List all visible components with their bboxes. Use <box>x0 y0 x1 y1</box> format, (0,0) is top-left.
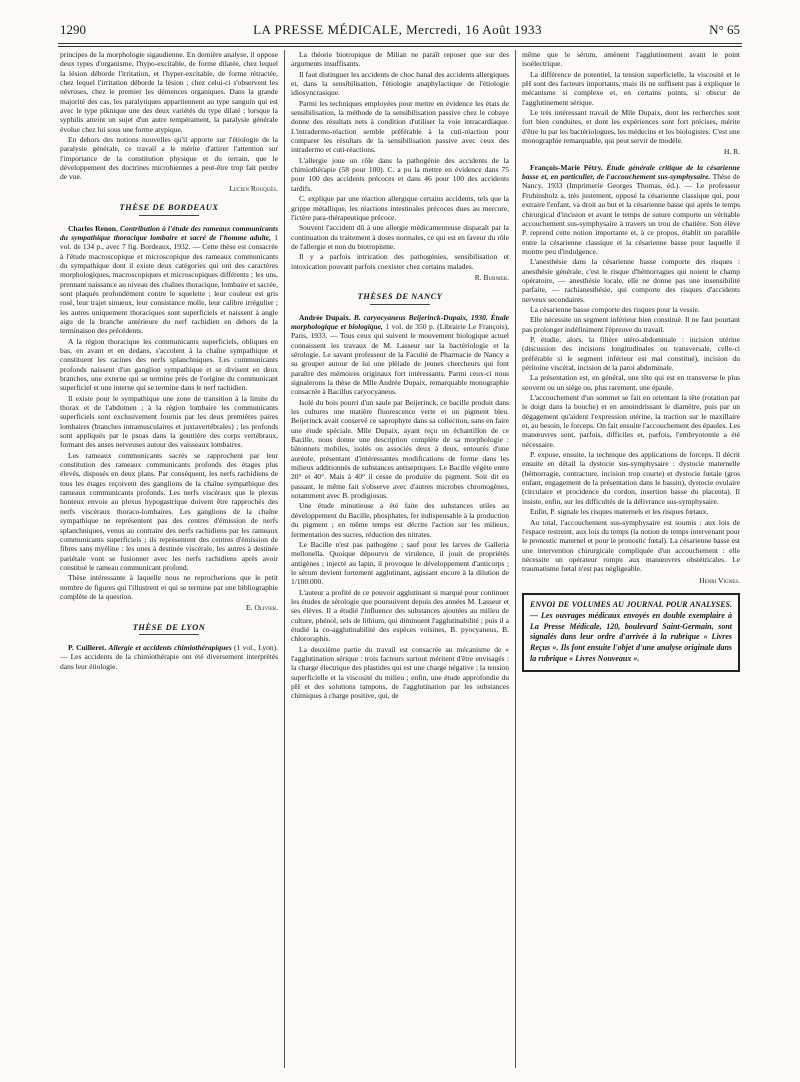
paragraph: Les rameaux communicants sacrés se rapprochent par leur constitution des rameaux communicants profonds des étages plus élevés, disposés en deux plans. Par conséquent, les nerfs rachidiens de tous les étages reçoivent des ganglions de la chaîne sympathique des rameaux communicants profonds. Les nerfs viscéraux que le plexus honteux envoie au plexus hypogastrique doivent être rapprochés des nerfs viscéraux thoraco-lombaires. Les ganglions de la chaîne sympathique ne représentent pas des centres d'émission de nerfs splanchniques, venus au contraire des nerfs rachidiens par les rameaux communicants superficiels ; ils représentent des centres d'émission de fibres sans myéline : les unes à destinée viscérale, les autres à destinée pariétale vont se fusionner avec les nerfs rachidiens après avoir constitué le rameau communicant profond. <box>60 450 278 572</box>
paragraph: Le Bacille n'est pas pathogène ; sauf pour les larves de Galleria mellonella. Quoique dépourvu de virulence, il jouit de propriétés antigènes ; injecté au lapin, il provoque le développement d'anticorps ; le sérum devient fortement agglutinant, agissant encore à la dilution de 1/100.000. <box>291 539 509 587</box>
column-divider <box>515 50 516 1068</box>
signature: E. Olivier. <box>245 603 278 613</box>
header-rule <box>58 43 742 44</box>
paragraph: La théorie biotropique de Milian ne paraît reposer que sur des arguments insuffisants. <box>291 50 509 69</box>
column-right <box>522 50 740 672</box>
paragraph: P. expose, ensuite, la technique des applications de forceps. Il décrit ensuite en détail la dystocie sus-symphysaire : dystocie maternelle (hémorragie, contracture, incision trop courte) et dystocie fœtale (gros enfant, engagement de la présentation dans le bassin), dystocie ovulaire (circulaire et procidence du cordon, insertion basse du placenta). Il insiste, enfin, sur les difficultés de la délivrance sus-symphysaire. <box>522 450 740 506</box>
signature: H. R. <box>723 147 740 157</box>
paragraph: A la région thoracique les communicants superficiels, obliques en bas, en avant et en dedans, s'accolent à la chaîne sympathique et constituent les racines des nerfs splanchniques. Les communicants profonds naissent d'un ganglion sympathique et se divisent en deux branches, une externe qui se termine près de l'origine du communicant superficiel et une interne qui se termine dans le nerf rachidien. <box>60 336 278 393</box>
column-middle <box>291 50 509 701</box>
notice-title: ENVOI DE VOLUMES AU JOURNAL POUR ANALYSES. <box>530 599 732 609</box>
notice-text: — Les ouvrages médicaux envoyés en double exemplaire à La Presse Médicale, 120, boulevard Saint-Germain, sont signalés dans leur ordre d'arrivée à la rubrique « Livres Reçus ». Ils font ensuite l'objet d'une analyse originale dans la rubrique « Livres Nouveaux ». <box>530 610 732 663</box>
review-entry <box>60 643 278 671</box>
header-rule-second <box>58 46 742 47</box>
paragraph: La deuxième partie du travail est consacrée au mécanisme de « l'agglutination sérique : trois facteurs surtout méritent d'être envisagés : la charge électrique des plastides qui est une charge négative ; la tension superficielle et la viscosité du milieu ; enfin, une étude approfondie du pH et des solutions tampons, de l'agglutination par les substances chimiques à charge positive, qui, de <box>291 644 509 701</box>
paragraph: L'auteur a profité de ce pouvoir agglutinant si marqué pour continuer les études de sérologie que poursuivent depuis des années M. Lasseur et ses élèves. Il a étudié l'influence des substances ajoutées au milieu de culture, phénol, sels de lithium, qui diminuent l'agglutinabilité ; puis il a étudié la co-agglutinabilité des espèces voisines, B. pyocyaneus, B. chlororaphis. <box>291 587 509 644</box>
column-divider <box>284 50 285 1068</box>
entry-title: Contribution à l'étude des rameaux communicants du sympathique thoracique lombaire et sacré de l'homme adulte, <box>60 223 278 242</box>
paragraph: Enfin, P. signale les risques maternels et les risques fœtaux. <box>530 507 709 517</box>
issue-number: N° 65 <box>709 22 740 37</box>
paragraph: même que le sérum, amènent l'agglutinement avant le point isoélectrique. <box>522 50 740 69</box>
entry-author: P. Cuilleret. <box>68 642 107 652</box>
paragraph: La différence de potentiel, la tension superficielle, la viscosité et le pH sont des facteurs importants, mais ils ne suffisent pas à expliquer le mécanisme si complexe et, en certains points, si obscur de l'agglutinement sérique. <box>522 69 740 107</box>
paragraph: La césarienne basse comporte des risques pour la vessie. <box>530 304 700 314</box>
paragraph: L'anesthésie dans la césarienne basse comporte des risques : anesthésie générale, c'est le risque d'hémorragies qui noient le champ opératoire, — anesthésie locale, elle ne donne pas une insensibilité parfaite, — rachianesthésie, qui comporte des risques d'accidents nerveux secondaires. <box>522 257 740 304</box>
column-left <box>60 50 278 671</box>
paragraph: Elle nécessite un segment inférieur bien constitué. Il ne faut pourtant pas prolonger indéfiniment l'épreuve du travail. <box>522 315 740 334</box>
section-heading: THÈSES DE NANCY <box>357 291 443 302</box>
paragraph: L'accouchement d'un sommet se fait en orientant la tête (rotation par le doigt dans la bouche) et en amoindrissant le diamètre, puis par un dégagement qu'aident l'expression utérine, la traction sur le maxillaire et, au besoin, le forceps. On fait ensuite l'accouchement des épaules. Les manœuvres sont, parfois, difficiles et, parfois, l'embryotomie a été nécessaire. <box>522 393 740 449</box>
section-rule <box>139 634 199 635</box>
section-rule <box>139 215 199 216</box>
review-entry <box>522 163 740 256</box>
entry-author: François-Marie Pétry. <box>530 162 603 172</box>
paragraph: En dehors des notions nouvelles qu'il apporte sur l'étiologie de la paralysie générale, ce travail a le mérite d'attirer l'attention sur l'importance de la constitution physique et du terrain, que le développement des doctrines microbiennes a peut-être trop fait perdre de vue. <box>60 135 278 182</box>
entry-text: (1 vol., Lyon). — Les accidents de la chimiothérapie ont été diversement interprétés dans leur étiologie. <box>60 642 278 671</box>
review-entry <box>60 224 278 336</box>
entry-author: Andrée Dupaix. <box>299 312 351 322</box>
review-entry <box>291 313 509 397</box>
notice-box <box>522 593 740 672</box>
entry-text: 1 vol. de 134 p., avec 7 fig. Bordeaux, 1932. — Cette thèse est consacrée à l'étude macroscopique et microscopique des rameaux communicants du sympathique dont il existe deux catégories qui ont des caractères morphologiques, macroscopiques et microscopiques différents ; les uns, prennant naissance au niveau des chaînes thoracique, lombaire et sacrée, sont plaqués profondément contre le squelette ; leur couleur est gris rosé, leur trajet sinueux, leur consistance molle, leur calibre irrégulier ; les autres uniquement thoraciques sont superficiels et naissent à angle aigu de la branche antérieure du nerf rachidien en dehors de la terminaison des précédents. <box>60 232 278 336</box>
section-rule <box>370 304 430 305</box>
paragraph: L'allergie joue un rôle dans la pathogénie des accidents de la chimiothérapie (58 pour 100). C. a pu la mettre en évidence dans 75 pour 100 des accidents précoces et dans 46 pour 100 des accidents tardifs. <box>291 155 509 193</box>
paragraph: Thèse intéressante à laquelle nous ne reprocherions que le petit nombre de figures qui l'illustrent et qui se termine par une bibliographie complète de la question. <box>60 573 278 601</box>
paragraph: C. explique par une réaction allergique certains accidents, tels que la grippe métallique, les réactions intestinales précoces dues au mercure, l'ictère para-thérapeutique précoce. <box>291 194 509 222</box>
paragraph: Il y a parfois intrication des pathogénies, sensibilisation et intoxication pouvant parfois coexister chez certains malades. <box>291 252 509 271</box>
paragraph: Souvent l'accident dû à une allergie médicamenteuse disparaît par la continuation du traitement à doses normales, ce qui est en faveur du rôle de l'allergie et non du biotropisme. <box>291 223 509 251</box>
page-number: 1290 <box>60 22 86 37</box>
entry-title: Allergie et accidents chimiothérapiques <box>108 642 232 652</box>
paragraph: principes de la morphologie sigaudienne. En dernière analyse, il oppose deux types d'organisme, l'hypo-excitable, de forme dilatée, chez lequel la lésion déborde l'irritation, et l'hyper-excitable, de forme rétractée, chez lequel l'irritation déborde la lésion ; chez celui-ci s'observent les névroses, chez le premier les démences organiques. Dans la grande majorité des cas, les paralytiques appartiennent au type sanguin qui est avec le type piknique une des deux variétés du type dilaté ; lorsque la syphilis atteint un sujet d'un autre tempérament, la paralysie générale évolue chez lui sous une forme atypique. <box>60 50 278 134</box>
paragraph: P. étudie, alors, la filière utéro-abdominale : incision utérine (discussion des incisions longitudinales ou transversale, celle-ci préférable si le segment inférieur est mal constitué), incision du péritoine viscéral, incision de la paroi abdominale. <box>522 334 740 372</box>
section-heading: THÈSE DE BORDEAUX <box>119 202 219 213</box>
entry-author: Charles Renon. <box>68 223 118 233</box>
paragraph: Parmi les techniques employées pour mettre en évidence les états de sensibilisation, la méthode de la sensibilisation passive chez le cobaye donne des résultats nets à condition d'utiliser la voie intracardiaque. L'intradermo-réaction semble préférable à la cuti-réaction pour comparer les résultats de la sensibilisation passive avec ceux des intradermo et cuti-réactions. <box>291 98 509 155</box>
entry-title: Étude générale critique de la césarienne basse et, en particulier, de l'accouchement sus-symphysaire. <box>522 162 740 182</box>
entry-text: Thèse de Nancy, 1933 (Imprimerie Georges Thomas, éd.). — Le professeur Fruhinsholz a, très justement, opposé la césarienne classique qui, pour extraire l'enfant, va droit au but et la césarienne basse qui après le temps chirurgical d'incision et avant le temps de suture comporte un véritable accouchement sus-symphysaire à travers un trou de chatière. Son élève P. reprend cette notion importante et, à ce propos, établit un parallèle entre la césarienne classique et la césarienne basse pour laquelle il montre peu d'indulgence. <box>522 172 740 256</box>
journal-title: LA PRESSE MÉDICALE, Mercredi, 16 Août 1933 <box>253 22 543 37</box>
section-heading: THÈSE DE LYON <box>132 621 206 632</box>
page-header <box>60 22 740 42</box>
paragraph: Il existe pour le sympathique une zone de transition à la limite du thorax et de l'abdomen ; à la région lombaire les communicants superficiels sont exclusivement fournis par les deux premières paires lombaires (branches intramusculaires et juxtavertébrales) ; les profonds sont appliqués par le psoas dans la gouttière des corps vertébraux, formant des anses nerveuses autour des vaisseaux lombaires. <box>60 393 278 450</box>
entry-text: 1 vol. de 350 p. (Librairie Le François), Paris, 1933. — Tous ceux qui suivent le mouvement biologique actuel connaissent les travaux de M. Lasseur sur la bactériologie et la sérologie. Le savant professeur de la Faculté de Pharmacie de Nancy a su grouper autour de lui une pléiade de jeunes chercheurs qui font paraître des mémoires originaux fort intéressants. Parmi ceux-ci nous signalerons la thèse de Mlle Andrée Dupaix, remarquable monographie consacrée à Bacillus caryocyaneus. <box>291 321 509 397</box>
signature: Henri Vignes. <box>699 575 740 585</box>
signature: R. Burnier. <box>474 272 509 282</box>
signature: Lucien Rouquès. <box>229 183 278 193</box>
paragraph: Au total, l'accouchement sus-symphysaire est soumis : aux lois de l'espace restreint, aux lois du temps (la notion de temps intervenant pour le pronostic maternel et pour le pronostic fœtal). La césarienne basse est une intervention chirurgicale compliquée d'un accouchement : elle nécessite un opérateur rompu aux manœuvres obstétricales. Le traumatisme fœtal n'est pas négligeable. <box>522 517 740 574</box>
paragraph: La présentation est, en général, une tête qui est en transverse le plus souvent ou un siège ou, plus rarement, une épaule. <box>522 373 740 392</box>
paragraph: Il faut distinguer les accidents de choc banal des accidents allergiques et, dans la sensibilisation, l'étiologie anaphylactique de l'étiologie idiosyncrasique. <box>291 69 509 98</box>
paragraph: Le très intéressant travail de Mlle Dupaix, dont les recherches sont fort bien conduites, et dont les expériences sont fort précises, mérite d'être lu par les bactériologues, les médecins et les biologistes. C'est une monographie remarquable, qui peut servir de modèle. <box>522 108 740 146</box>
paragraph: Une étude minutieuse a été faite des substances utiles au développement du Bacille, phosphates, fer indispensable à la production du pigment ; en même temps est décrite l'action sur les milieux, fermentation des sucres, réduction des nitrates. <box>291 501 509 539</box>
paragraph: Isolé du bois pourri d'un saule par Beijerinck, ce bacille produit dans les cultures une matière fluorescence verte et un pigment bleu. Beijerinck avait conservé ce saprophyte dans sa collection, sans en faire une étude spéciale. Mlle Dupaix, ayant reçu un échantillon de ce Bacille, nous donne une description complète de sa morphologie : bâtonnets mobiles, isolés ou associés deux à deux, entourés d'une auréole, présentant d'intéressantes modifications de forme dans les milieux additionnés de substances antiseptiques. Le Bacille végète entre 20° et 40°. Mais à 40° il cesse de produire du pigment. Soit dit en passant, le même fait s'observe avec d'autres microbes chromogènes, notamment avec B. prodigiosus. <box>291 397 509 501</box>
entry-title: B. caryocyaneus Beijerinck-Dupaix, 1930. Étude morphologique et biologique, <box>291 312 509 331</box>
